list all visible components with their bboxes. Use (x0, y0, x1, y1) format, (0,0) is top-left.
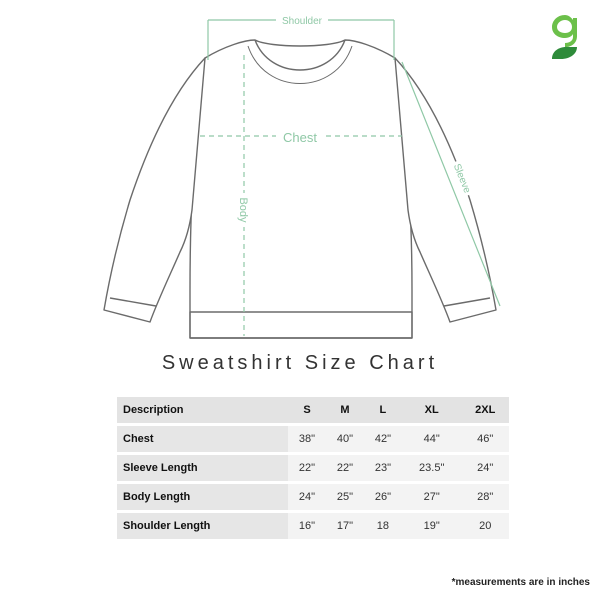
row-label: Shoulder Length (117, 513, 288, 539)
table-cell: 16" (288, 513, 326, 539)
sleeve-label: Sleeve (450, 162, 473, 195)
column-header: M (326, 397, 364, 423)
table-cell: 24" (461, 455, 509, 481)
row-label: Chest (117, 426, 288, 452)
column-header: 2XL (461, 397, 509, 423)
table-cell: 44" (402, 426, 462, 452)
table-cell: 22" (288, 455, 326, 481)
table-cell: 23" (364, 455, 402, 481)
table-cell: 20 (461, 513, 509, 539)
brand-logo-icon (548, 12, 582, 60)
table-cell: 38" (288, 426, 326, 452)
sweatshirt-outline (104, 40, 496, 338)
table-cell: 17" (326, 513, 364, 539)
table-cell: 46" (461, 426, 509, 452)
shoulder-label: Shoulder (281, 16, 323, 27)
column-header: XL (402, 397, 462, 423)
table-row (117, 455, 509, 481)
column-header: L (364, 397, 402, 423)
row-label: Body Length (117, 484, 288, 510)
body-label: Body (237, 197, 249, 223)
table-header-row (117, 397, 509, 423)
column-header: Description (117, 397, 288, 423)
size-table (117, 394, 509, 542)
table-cell: 42" (364, 426, 402, 452)
table-cell: 22" (326, 455, 364, 481)
table-cell: 23.5" (402, 455, 462, 481)
table-row (117, 484, 509, 510)
table-row (117, 426, 509, 452)
table-cell: 19" (402, 513, 462, 539)
table-cell: 40" (326, 426, 364, 452)
measurement-note: *measurements are in inches (451, 577, 590, 588)
chart-title: Sweatshirt Size Chart (161, 352, 439, 374)
table-cell: 24" (288, 484, 326, 510)
table-cell: 25" (326, 484, 364, 510)
table-cell: 28" (461, 484, 509, 510)
table-cell: 18 (364, 513, 402, 539)
table-row (117, 513, 509, 539)
row-label: Sleeve Length (117, 455, 288, 481)
chest-label: Chest (283, 130, 317, 145)
column-header: S (288, 397, 326, 423)
table-cell: 26" (364, 484, 402, 510)
table-cell: 27" (402, 484, 462, 510)
